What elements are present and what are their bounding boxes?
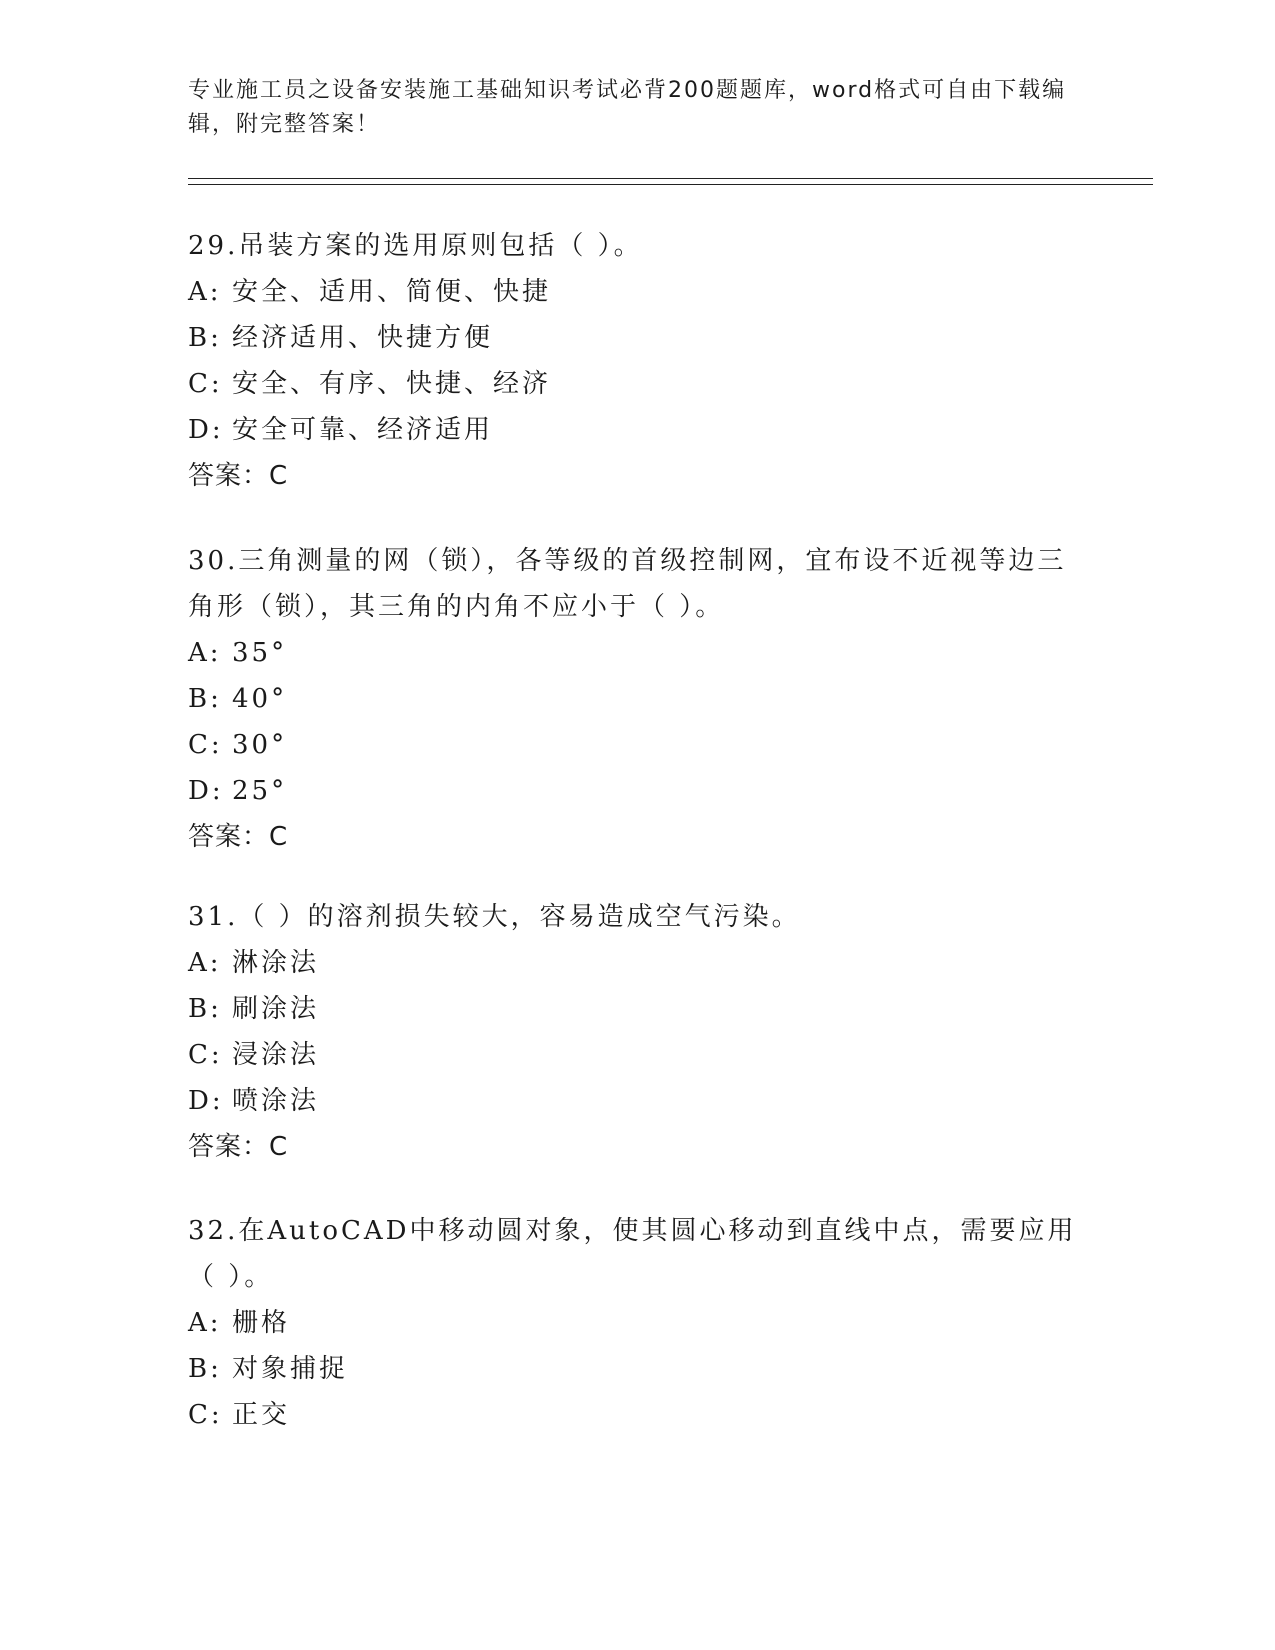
option-d	[188, 768, 1088, 814]
option-c	[188, 722, 1088, 768]
option-c	[188, 1032, 1088, 1078]
option-key: D:	[188, 415, 224, 445]
option-key: D:	[188, 776, 224, 806]
option-text: 喷涂法	[232, 1086, 320, 1116]
answer-label: 答案：	[188, 822, 270, 852]
option-text: 对象捕捉	[232, 1354, 349, 1384]
option-key: B:	[188, 994, 222, 1024]
option-d	[188, 407, 1088, 453]
question-31	[188, 894, 1088, 1170]
question-32	[188, 1208, 1088, 1438]
option-text: 经济适用、快捷方便	[232, 323, 494, 353]
option-d	[188, 1078, 1088, 1124]
question-stem: 32.在AutoCAD中移动圆对象，使其圆心移动到直线中点，需要应用（ ）。	[188, 1216, 1077, 1292]
option-text: 30°	[232, 730, 288, 760]
option-key: C:	[188, 1040, 223, 1070]
question-stem: 31.（ ）的溶剂损失较大，容易造成空气污染。	[188, 902, 801, 932]
answer-value: C	[269, 461, 289, 491]
header-divider-top	[188, 178, 1153, 179]
option-text: 25°	[232, 776, 288, 806]
option-text: 栅格	[232, 1308, 291, 1338]
option-key: A:	[188, 277, 222, 307]
option-key: A:	[188, 948, 222, 978]
option-key: C:	[188, 369, 223, 399]
header-divider-bottom	[188, 184, 1153, 185]
option-key: C:	[188, 730, 223, 760]
option-text: 安全、适用、简便、快捷	[232, 277, 552, 307]
option-key: B:	[188, 1354, 222, 1384]
option-key: B:	[188, 684, 222, 714]
option-b	[188, 315, 1088, 361]
answer-label: 答案：	[188, 1132, 270, 1162]
option-text: 安全、有序、快捷、经济	[232, 369, 552, 399]
option-c	[188, 361, 1088, 407]
option-key: A:	[188, 638, 222, 668]
question-stem: 29.吊装方案的选用原则包括（ ）。	[188, 231, 643, 261]
option-text: 正交	[232, 1400, 291, 1430]
option-b	[188, 1346, 1088, 1392]
option-a	[188, 269, 1088, 315]
option-key: B:	[188, 323, 222, 353]
option-text: 刷涂法	[232, 994, 320, 1024]
option-b	[188, 986, 1088, 1032]
option-a	[188, 1300, 1088, 1346]
option-text: 浸涂法	[232, 1040, 320, 1070]
answer-value: C	[269, 822, 289, 852]
option-key: D:	[188, 1086, 224, 1116]
option-c	[188, 1392, 1088, 1438]
option-key: A:	[188, 1308, 222, 1338]
question-29	[188, 223, 1088, 499]
option-a	[188, 940, 1088, 986]
answer-line	[188, 1124, 1088, 1170]
option-key: C:	[188, 1400, 223, 1430]
option-text: 安全可靠、经济适用	[232, 415, 494, 445]
question-stem: 30.三角测量的网（锁），各等级的首级控制网，宜布设不近视等边三角形（锁），其三角的内角不应小于（ ）。	[188, 546, 1067, 622]
answer-line	[188, 453, 1088, 499]
option-text: 35°	[232, 638, 288, 668]
answer-label: 答案：	[188, 461, 270, 491]
option-b	[188, 676, 1088, 722]
option-a	[188, 630, 1088, 676]
answer-value: C	[269, 1132, 289, 1162]
question-30	[188, 538, 1088, 860]
option-text: 40°	[232, 684, 288, 714]
option-text: 淋涂法	[232, 948, 320, 978]
answer-line	[188, 814, 1088, 860]
document-header: 专业施工员之设备安装施工基础知识考试必背200题题库，word格式可自由下载编辑，附完整答案！	[188, 78, 1067, 137]
